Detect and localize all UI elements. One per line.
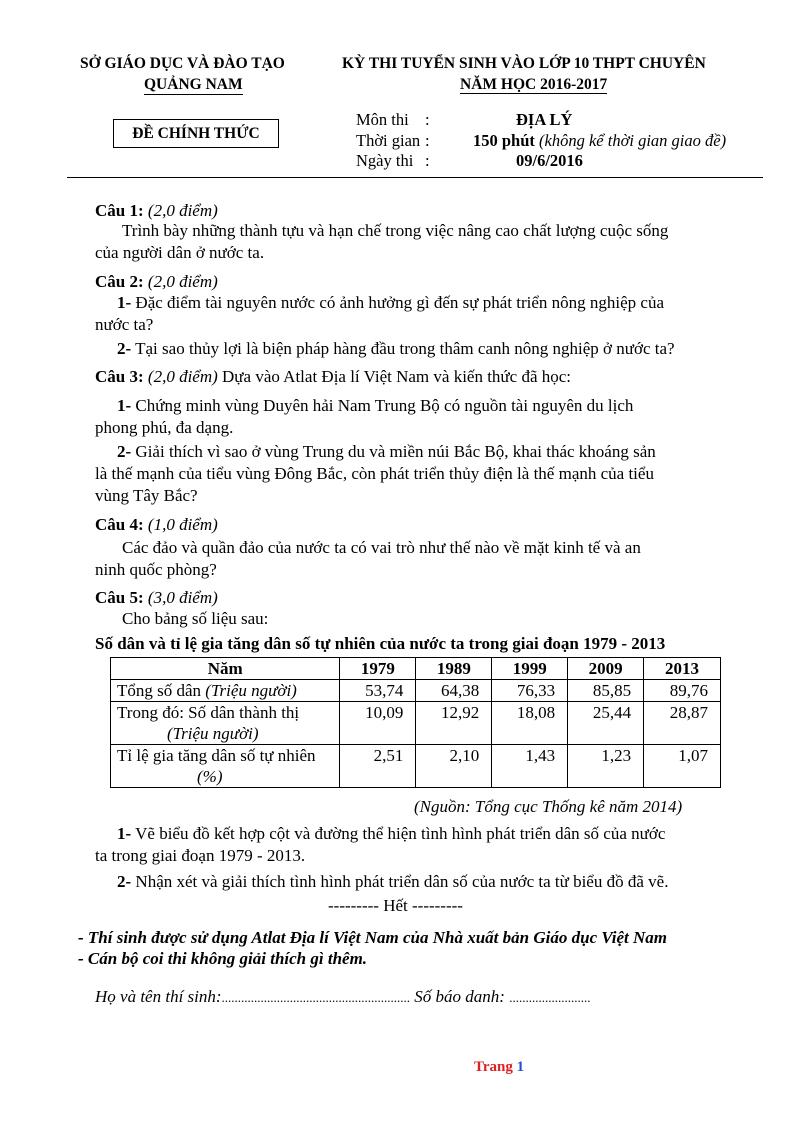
q5-part1-text: Vẽ biểu đồ kết hợp cột và đường thể hiện tình hình phát triển dân số của nước (135, 824, 666, 843)
q5-title: Câu 5: (95, 588, 144, 607)
year-column-header: Năm (111, 658, 340, 680)
year-header: 1989 (416, 658, 492, 680)
q5-heading (95, 587, 218, 609)
q3-part2-line2: là thế mạnh của tiểu vùng Đông Bắc, còn phát triển thủy điện là thế mạnh của tiểu (95, 464, 654, 483)
row-label-urban-population (111, 702, 340, 745)
q5-intro: Cho bảng số liệu sau: (122, 609, 269, 628)
official-exam-label: ĐỀ CHÍNH THỨC (132, 125, 260, 142)
official-exam-box (113, 119, 279, 148)
table-row (111, 702, 721, 745)
date-colon: : (425, 151, 430, 170)
q1-text-line1: Trình bày những thành tựu và hạn chế trong việc nâng cao chất lượng cuộc sống (122, 221, 669, 240)
year-header: 1979 (340, 658, 416, 680)
note-atlas-allowed: - Thí sinh được sử dụng Atlat Địa lí Việt Nam của Nhà xuất bản Giáo dục Việt Nam (78, 928, 668, 947)
subject-row (356, 110, 776, 131)
q3-intro: Dựa vào Atlat Địa lí Việt Nam và kiến thức đã học: (222, 367, 572, 386)
q2-title: Câu 2: (95, 272, 144, 291)
candidate-name-label: Họ và tên thí sinh: (95, 987, 222, 1006)
q2-part1-text: Đặc điểm tài nguyên nước có ảnh hưởng gì đến sự phát triển nông nghiệp của (135, 293, 664, 312)
time-colon: : (425, 131, 430, 150)
table-cell: 85,85 (568, 680, 644, 702)
q4-heading (95, 514, 218, 536)
time-value-group (473, 131, 726, 151)
department-name: SỞ GIÁO DỤC VÀ ĐÀO TẠO (80, 55, 285, 72)
q1-points: (2,0 điểm) (147, 201, 218, 220)
q2-part2-text: Tại sao thủy lợi là biện pháp hàng đầu trong thâm canh nông nghiệp ở nước ta? (135, 339, 675, 358)
q3-part2-text: Giải thích vì sao ở vùng Trung du và miền núi Bắc Bộ, khai thác khoáng sản (135, 442, 656, 461)
q5-part2-number: 2- (117, 872, 132, 891)
q3-title: Câu 3: (95, 367, 144, 386)
q4-text-line2: ninh quốc phòng? (95, 560, 217, 579)
exam-title: KỲ THI TUYỂN SINH VÀO LỚP 10 THPT CHUYÊN (342, 55, 706, 72)
time-label: Thời gian (356, 131, 421, 150)
table-cell: 2,51 (340, 745, 416, 788)
q2-part2-number: 2- (117, 339, 132, 358)
date-value: 09/6/2016 (516, 151, 583, 170)
subject-colon: : (425, 110, 430, 129)
time-row (356, 131, 776, 151)
school-year-text: NĂM HỌC 2016-2017 (460, 76, 608, 93)
q3-part2-number: 2- (117, 442, 132, 461)
q2-heading (95, 271, 218, 293)
table-row (111, 680, 721, 702)
row-label-text: Tỉ lệ gia tăng dân số tự nhiên (117, 746, 316, 765)
row-label-text: Trong đó: Số dân thành thị (117, 703, 300, 722)
q5-part1-line2: ta trong giai đoạn 1979 - 2013. (95, 846, 306, 865)
q5-part2 (117, 871, 668, 893)
q2-part2 (117, 338, 675, 360)
q3-part1-text: Chứng minh vùng Duyên hải Nam Trung Bộ có nguồn tài nguyên du lịch (135, 396, 634, 415)
note-no-explanation: - Cán bộ coi thi không giải thích gì thêm. (78, 949, 368, 968)
q5-part1-number: 1- (117, 824, 132, 843)
q3-part2-line1 (117, 441, 656, 463)
year-header: 1999 (492, 658, 568, 680)
table-row (111, 745, 721, 788)
table-source: (Nguồn: Tổng cục Thống kê năm 2014) (414, 797, 683, 816)
subject-value: ĐỊA LÝ (516, 110, 573, 129)
q5-points: (3,0 điểm) (147, 588, 218, 607)
q1-text-line2: của người dân ở nước ta. (95, 243, 265, 262)
year-header: 2009 (568, 658, 644, 680)
q4-title: Câu 4: (95, 515, 144, 534)
year-header: 2013 (644, 658, 721, 680)
row-label-unit: (Triệu người) (205, 681, 297, 700)
row-label-unit: (Triệu người) (167, 724, 259, 743)
end-of-exam-mark: --------- Hết --------- (328, 896, 463, 915)
table-cell: 89,76 (644, 680, 721, 702)
candidate-info (95, 986, 590, 1009)
time-note: (không kể thời gian giao đề) (539, 131, 727, 150)
province-name: QUẢNG NAM (144, 76, 243, 93)
q1-title: Câu 1: (95, 201, 144, 220)
date-label: Ngày thi (356, 151, 414, 170)
row-label-unit: (%) (197, 767, 223, 786)
row-label-text: Tổng số dân (117, 681, 206, 700)
q2-part1-line2: nước ta? (95, 315, 154, 334)
q3-part1-line1 (117, 395, 633, 417)
table-cell: 76,33 (492, 680, 568, 702)
table-cell: 28,87 (644, 702, 721, 745)
table-cell: 1,43 (492, 745, 568, 788)
q3-part2-line3: vùng Tây Bắc? (95, 486, 198, 505)
date-row (356, 151, 776, 171)
table-header-row (111, 658, 721, 680)
table-cell: 53,74 (340, 680, 416, 702)
q4-text-line1: Các đảo và quần đảo của nước ta có vai trò như thế nào về mặt kinh tế và an (122, 538, 641, 557)
table-cell: 2,10 (416, 745, 492, 788)
q3-part1-number: 1- (117, 396, 132, 415)
page-label: Trang (474, 1059, 513, 1075)
table-cell: 12,92 (416, 702, 492, 745)
q4-points: (1,0 điểm) (147, 515, 218, 534)
table-cell: 18,08 (492, 702, 568, 745)
row-label-total-population (111, 680, 340, 702)
candidate-name-blank: .......................................................... (221, 990, 411, 1005)
q3-points: (2,0 điểm) (147, 367, 218, 386)
candidate-id-blank: ......................... (509, 990, 591, 1005)
q2-points: (2,0 điểm) (147, 272, 218, 291)
q2-part1-line1 (117, 292, 664, 314)
q1-heading (95, 200, 218, 222)
school-year (460, 76, 607, 94)
q3-part1-line2: phong phú, đa dạng. (95, 418, 234, 437)
table-cell: 10,09 (340, 702, 416, 745)
exam-info (356, 110, 776, 171)
page-number-value: 1 (516, 1059, 525, 1075)
subject-label: Môn thi (356, 110, 409, 129)
table-cell: 64,38 (416, 680, 492, 702)
time-value: 150 phút (473, 131, 535, 150)
q3-heading (95, 366, 571, 388)
table-cell: 1,23 (568, 745, 644, 788)
q5-part2-text: Nhận xét và giải thích tình hình phát triển dân số của nước ta từ biểu đồ đã vẽ. (135, 872, 669, 891)
row-label-growth-rate (111, 745, 340, 788)
q2-part1-number: 1- (117, 293, 132, 312)
page-number (474, 1059, 524, 1076)
table-cell: 25,44 (568, 702, 644, 745)
candidate-id-label: Số báo danh: (414, 987, 505, 1006)
population-table (110, 657, 721, 788)
q5-part1-line1 (117, 823, 665, 845)
table-cell: 1,07 (644, 745, 721, 788)
table-title: Số dân và tỉ lệ gia tăng dân số tự nhiên của nước ta trong giai đoạn 1979 - 2013 (95, 634, 666, 653)
header-divider (67, 177, 763, 178)
